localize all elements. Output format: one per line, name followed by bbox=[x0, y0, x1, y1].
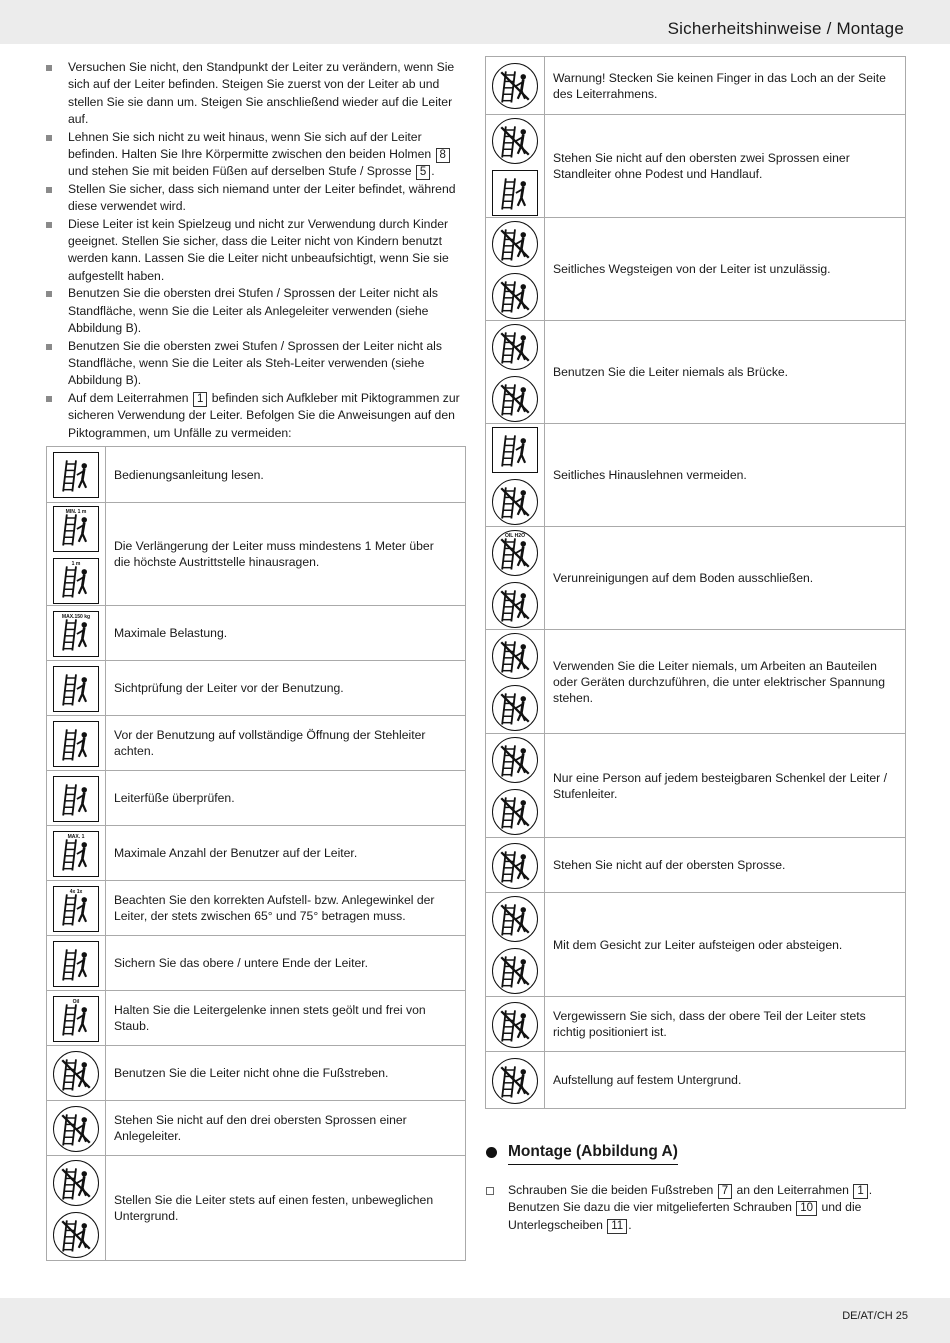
svg-text:1 m: 1 m bbox=[71, 560, 81, 567]
oil-joints-icon bbox=[53, 996, 99, 1042]
pictogram-row bbox=[47, 1156, 465, 1261]
icon-cell bbox=[486, 424, 545, 526]
no-electric-work-icon bbox=[492, 633, 538, 679]
no-top-three-rungs-icon bbox=[53, 1106, 99, 1152]
text-cell bbox=[114, 771, 453, 825]
pictogram-row bbox=[486, 321, 905, 424]
part-number-ref: 8 bbox=[436, 148, 450, 163]
icon-cell bbox=[486, 218, 545, 320]
secure-ladder-ends-icon bbox=[53, 941, 99, 987]
min-1m-extension-icon bbox=[53, 506, 99, 552]
svg-text:4x 1x: 4x 1x bbox=[69, 888, 83, 895]
pictogram-row bbox=[486, 218, 905, 321]
safety-bullet bbox=[46, 129, 468, 181]
text-cell bbox=[553, 734, 893, 837]
text-cell bbox=[553, 57, 893, 114]
no-side-step-off-icon bbox=[492, 221, 538, 267]
no-side-step-off-2-icon bbox=[492, 273, 538, 319]
no-slippery-ground-icon bbox=[53, 1212, 99, 1258]
right-pictogram-table bbox=[485, 56, 906, 1109]
pictogram-description: Bedienungsanleitung lesen. bbox=[114, 467, 264, 482]
text-segment: und die Unterlegscheiben bbox=[508, 1200, 862, 1232]
pictogram-row bbox=[486, 57, 905, 115]
part-number-ref: 5 bbox=[416, 165, 430, 180]
text-cell bbox=[114, 1101, 453, 1155]
icon-cell bbox=[486, 1052, 545, 1108]
safety-bullet bbox=[46, 181, 468, 216]
pictogram-description: Maximale Anzahl der Benutzer auf der Leiter. bbox=[114, 846, 358, 860]
pictogram-description: Maximale Belastung. bbox=[114, 626, 228, 640]
text-cell bbox=[114, 826, 453, 880]
text-segment: Benutzen Sie die obersten zwei Stufen / Sprossen der Leiter nicht als Standfläche, wenn Sie die Leiter als Steh-Leiter verwenden (siehe Abbildung B). bbox=[68, 338, 442, 388]
no-unstable-ground-icon bbox=[53, 1160, 99, 1206]
text-segment: Auf dem Leiterrahmen bbox=[68, 390, 192, 405]
visual-inspection-eye-icon bbox=[53, 666, 99, 712]
text-segment: Schrauben Sie die beiden Fußstreben bbox=[508, 1183, 717, 1197]
pictogram-row bbox=[486, 734, 905, 838]
text-cell bbox=[553, 997, 893, 1051]
montage-instruction bbox=[486, 1182, 906, 1234]
pictogram-row bbox=[47, 1046, 465, 1101]
ladder-angle-icon bbox=[53, 886, 99, 932]
icon-cell bbox=[486, 527, 545, 629]
safety-bullet-list bbox=[46, 59, 468, 442]
icon-cell bbox=[47, 826, 106, 880]
pictogram-description: Nur eine Person auf jedem besteigbaren Schenkel der Leiter / Stufenleiter. bbox=[553, 770, 888, 801]
pictogram-description: Sichtprüfung der Leiter vor der Benutzung. bbox=[114, 681, 344, 695]
pictogram-description: Aufstellung auf festem Untergrund. bbox=[553, 1073, 742, 1087]
icon-cell bbox=[47, 716, 106, 770]
text-segment: Lehnen Sie sich nicht zu weit hinaus, wenn Sie sich auf der Leiter befinden. Halten Sie Ihre Körpermitte zwischen den beiden Holmen bbox=[68, 129, 435, 162]
pictogram-description: Mit dem Gesicht zur Leiter aufsteigen oder absteigen. bbox=[553, 937, 843, 952]
no-facing-away-2-icon bbox=[492, 948, 538, 994]
icon-cell bbox=[47, 1046, 106, 1100]
part-number-ref: 1 bbox=[193, 392, 207, 407]
icon-cell bbox=[486, 997, 545, 1051]
pictogram-description: Stellen Sie die Leiter stets auf einen festen, unbeweglichen Untergrund. bbox=[114, 1193, 434, 1223]
stepladder-open-icon bbox=[53, 721, 99, 767]
text-cell bbox=[114, 661, 453, 715]
text-segment: und stehen Sie mit beiden Füßen auf derselben Stufe / Sprosse bbox=[68, 164, 415, 179]
pictogram-row bbox=[486, 630, 905, 734]
pictogram-row bbox=[47, 881, 465, 936]
pictogram-row bbox=[486, 424, 905, 527]
pictogram-row bbox=[47, 716, 465, 771]
manual-book-icon bbox=[53, 452, 99, 498]
bullet-square-icon bbox=[46, 135, 52, 141]
text-cell bbox=[553, 424, 893, 526]
icon-cell bbox=[47, 881, 106, 935]
bullet-square-icon bbox=[46, 222, 52, 228]
pictogram-row bbox=[486, 527, 905, 630]
text-segment: Versuchen Sie nicht, den Standpunkt der Leiter zu verändern, wenn Sie sich auf der Leiter befinden. Steigen Sie zuerst von der Leiter ab und stellen Sie sie dann um. Steigen Sie anschließend wieder auf die Leiter auf. bbox=[68, 60, 455, 127]
text-segment: . bbox=[628, 1217, 632, 1232]
safety-bullet bbox=[46, 285, 468, 337]
pictogram-row bbox=[486, 838, 905, 893]
pictogram-description: Sichern Sie das obere / untere Ende der Leiter. bbox=[114, 956, 369, 970]
left-pictogram-table bbox=[46, 446, 466, 1261]
safety-bullet bbox=[46, 390, 468, 442]
no-wrong-top-position-icon bbox=[492, 1002, 538, 1048]
pictogram-description: Benutzen Sie die Leiter niemals als Brücke. bbox=[553, 365, 789, 379]
pictogram-row bbox=[486, 893, 905, 997]
icon-cell bbox=[486, 630, 545, 733]
pictogram-row bbox=[47, 991, 465, 1046]
safety-bullet bbox=[46, 59, 468, 129]
bullet-square-icon bbox=[46, 187, 52, 193]
checkbox-bullet-icon bbox=[486, 1187, 494, 1195]
footer-bar bbox=[0, 1298, 950, 1343]
no-leaning-fall-icon bbox=[492, 479, 538, 525]
part-number-ref: 11 bbox=[607, 1219, 627, 1234]
pictogram-description: Stehen Sie nicht auf den obersten zwei Sprossen einer Standleiter ohne Podest und Handlauf. bbox=[553, 151, 850, 181]
pictogram-description: Leiterfüße überprüfen. bbox=[114, 791, 235, 805]
text-cell bbox=[553, 893, 893, 996]
page-title: Sicherheitshinweise / Montage bbox=[667, 19, 904, 38]
pictogram-row bbox=[486, 997, 905, 1052]
ladder-feet-check-icon bbox=[53, 776, 99, 822]
pictogram-description: Verwenden Sie die Leiter niemals, um Arbeiten an Bauteilen oder Geräten durchzuführen, die unter elektrischer Spannung stehen. bbox=[553, 658, 885, 705]
pictogram-row bbox=[47, 606, 465, 661]
heading-bullet-icon bbox=[486, 1147, 497, 1158]
icon-cell bbox=[486, 321, 545, 423]
pictogram-row bbox=[47, 771, 465, 826]
text-cell bbox=[553, 1052, 893, 1108]
part-number-ref: 7 bbox=[718, 1184, 732, 1199]
no-soft-ground-icon bbox=[492, 1058, 538, 1104]
text-cell bbox=[114, 447, 453, 502]
icon-cell bbox=[47, 1156, 106, 1260]
pictogram-description: Stehen Sie nicht auf der obersten Sprosse. bbox=[553, 858, 786, 872]
text-cell bbox=[553, 115, 893, 217]
no-oil-water-floor-icon bbox=[492, 530, 538, 576]
text-cell bbox=[114, 936, 453, 990]
text-cell bbox=[553, 630, 893, 733]
pictogram-row bbox=[47, 936, 465, 991]
pictogram-description: Verunreinigungen auf dem Boden ausschließen. bbox=[553, 571, 814, 585]
no-without-stabilizer-icon bbox=[53, 1051, 99, 1097]
text-cell bbox=[114, 881, 453, 935]
no-top-two-rungs-icon bbox=[492, 118, 538, 164]
pictogram-row bbox=[486, 115, 905, 218]
text-cell bbox=[553, 838, 893, 892]
text-cell bbox=[553, 321, 893, 423]
pictogram-row bbox=[47, 1101, 465, 1156]
part-number-ref: 1 bbox=[853, 1184, 867, 1199]
max-load-150kg-icon bbox=[53, 611, 99, 657]
pictogram-row bbox=[47, 826, 465, 881]
icon-cell bbox=[47, 447, 106, 502]
pictogram-description: Seitliches Hinauslehnen vermeiden. bbox=[553, 468, 747, 482]
no-finger-in-hole-icon bbox=[492, 63, 538, 109]
svg-text:MIN. 1 m: MIN. 1 m bbox=[65, 508, 87, 515]
text-cell bbox=[553, 527, 893, 629]
text-cell bbox=[114, 991, 453, 1045]
icon-cell bbox=[47, 936, 106, 990]
icon-cell bbox=[47, 661, 106, 715]
icon-cell bbox=[47, 991, 106, 1045]
header-bar bbox=[0, 0, 950, 44]
icon-cell bbox=[486, 57, 545, 114]
bullet-square-icon bbox=[46, 65, 52, 71]
icon-cell bbox=[47, 503, 106, 605]
pictogram-description: Warnung! Stecken Sie keinen Finger in das Loch an der Seite des Leiterrahmens. bbox=[553, 70, 886, 101]
pictogram-description: Beachten Sie den korrekten Aufstell- bzw. Anlegewinkel der Leiter, der stets zwischen 65° und 75° betragen muss. bbox=[114, 893, 435, 923]
pictogram-row bbox=[47, 447, 465, 503]
text-cell bbox=[114, 1156, 453, 1260]
no-two-persons-2-icon bbox=[492, 789, 538, 835]
part-number-ref: 10 bbox=[796, 1201, 817, 1216]
icon-cell bbox=[47, 606, 106, 660]
icon-cell bbox=[47, 771, 106, 825]
icon-cell bbox=[486, 734, 545, 837]
pictogram-description: Stehen Sie nicht auf den drei obersten Sprossen einer Anlegeleiter. bbox=[114, 1113, 407, 1143]
no-standing-top-icon bbox=[492, 170, 538, 216]
text-cell bbox=[114, 503, 453, 605]
no-slipping-ladder-icon bbox=[492, 582, 538, 628]
svg-text:MAX. 1: MAX. 1 bbox=[67, 833, 85, 840]
text-segment: befinden sich Aufkleber mit Piktogrammen zur sicheren Verwendung der Leiter. Befolgen Sie die Anweisungen auf den Piktogrammen, um Unfälle zu vermeiden: bbox=[68, 390, 460, 440]
pictogram-description: Seitliches Wegsteigen von der Leiter ist unzulässig. bbox=[553, 262, 831, 276]
bullet-square-icon bbox=[46, 396, 52, 402]
pictogram-row bbox=[47, 661, 465, 716]
pictogram-row bbox=[486, 1052, 905, 1109]
pictogram-description: Halten Sie die Leitergelenke innen stets geölt und frei von Staub. bbox=[114, 1003, 426, 1033]
svg-text:Oil: Oil bbox=[72, 998, 80, 1005]
icon-cell bbox=[486, 838, 545, 892]
icon-cell bbox=[47, 1101, 106, 1155]
montage-heading-text: Montage (Abbildung A) bbox=[508, 1143, 678, 1165]
pictogram-description: Die Verlängerung der Leiter muss mindestens 1 Meter über die höchste Austrittstelle hinausragen. bbox=[114, 539, 434, 569]
text-cell bbox=[114, 606, 453, 660]
text-segment: an den Leiterrahmen bbox=[733, 1183, 853, 1197]
no-bridge-wheelbarrow-icon bbox=[492, 324, 538, 370]
pictogram-row bbox=[47, 503, 465, 606]
text-segment: Stellen Sie sicher, dass sich niemand unter der Leiter befindet, während diese verwendet wird. bbox=[68, 181, 456, 214]
no-power-lines-icon bbox=[492, 685, 538, 731]
text-segment: . Benutzen Sie dazu die vier mitgelieferten Schrauben bbox=[508, 1183, 873, 1215]
no-bridge-walk-icon bbox=[492, 376, 538, 422]
bullet-square-icon bbox=[46, 344, 52, 350]
text-cell bbox=[114, 1046, 453, 1100]
text-cell bbox=[114, 716, 453, 770]
pictogram-description: Vor der Benutzung auf vollständige Öffnung der Stehleiter achten. bbox=[114, 728, 426, 758]
text-cell bbox=[553, 218, 893, 320]
no-top-rung-icon bbox=[492, 843, 538, 889]
text-segment: Diese Leiter ist kein Spielzeug und nicht zur Verwendung durch Kinder geeignet. Stellen Sie sicher, dass die Leiter nicht von Kindern benutzt werden kann. Lassen Sie die Leiter nicht unbeaufsichtigt, wenn Sie sie aufgestellt haben. bbox=[68, 216, 449, 283]
no-two-persons-icon bbox=[492, 737, 538, 783]
page-number: DE/AT/CH 25 bbox=[842, 1310, 908, 1322]
max-one-user-icon bbox=[53, 831, 99, 877]
climber-1m-icon bbox=[53, 558, 99, 604]
text-segment: Benutzen Sie die obersten drei Stufen / Sprossen der Leiter nicht als Standfläche, wenn Sie die Leiter als Anlegeleiter verwenden (siehe Abbildung B). bbox=[68, 286, 438, 336]
pictogram-description: Benutzen Sie die Leiter nicht ohne die Fußstreben. bbox=[114, 1066, 389, 1080]
no-leaning-out-icon bbox=[492, 427, 538, 473]
text-segment: . bbox=[431, 164, 435, 179]
pictogram-description: Vergewissern Sie sich, dass der obere Teil der Leiter stets richtig positioniert ist. bbox=[553, 1009, 866, 1039]
safety-bullet bbox=[46, 216, 468, 286]
bullet-square-icon bbox=[46, 291, 52, 297]
no-facing-away-icon bbox=[492, 896, 538, 942]
svg-text:OIL H2O: OIL H2O bbox=[504, 532, 526, 539]
icon-cell bbox=[486, 115, 545, 217]
svg-text:MAX.150 kg: MAX.150 kg bbox=[61, 613, 91, 620]
safety-bullet bbox=[46, 338, 468, 390]
icon-cell bbox=[486, 893, 545, 996]
